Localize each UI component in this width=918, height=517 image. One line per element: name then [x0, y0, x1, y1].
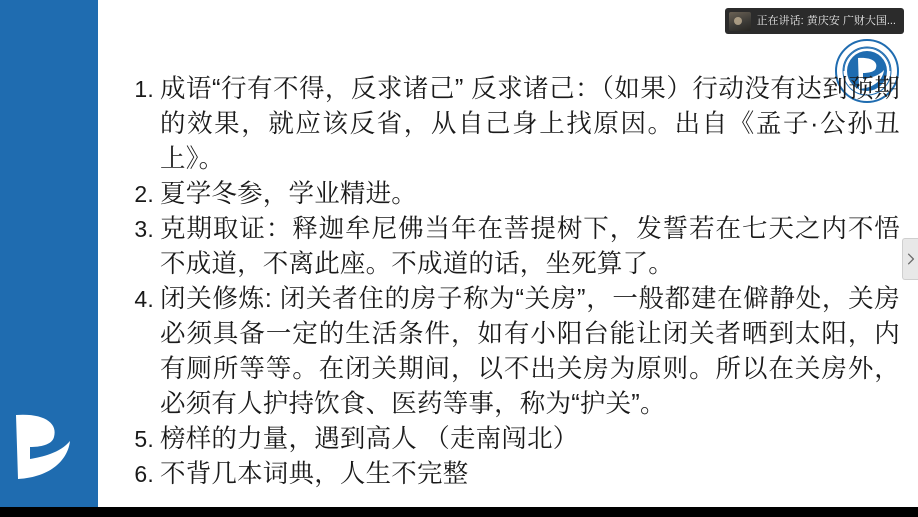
list-item	[120, 422, 900, 457]
speaker-label: 正在讲话: 黄庆安 广财大国...	[756, 14, 896, 27]
speaker-video-thumbnail	[729, 12, 751, 31]
list-item-text: 夏学冬参，学业精进。	[160, 180, 418, 208]
list-item	[120, 457, 900, 492]
list-item-text: 闭关修炼: 闭关者住的房子称为“关房”，一般都建在僻静处，关房必须具备一定的生活条件，如有小阳台能让闭关者晒到太阳，内有厕所等等。在闭关期间，以不出关房为原则。所以在关房外，必须有人护持饮食、医药等事，称为“护关”。	[160, 285, 900, 418]
list-item-text: 克期取证：释迦牟尼佛当年在菩提树下，发誓若在七天之内不悟不成道，不离此座。不成道的话，坐死算了。	[160, 215, 900, 278]
slide-logo-icon	[8, 407, 88, 487]
list-item-number: 4.	[134, 286, 154, 312]
list-item-text: 成语“行有不得，反求诸己” 反求诸己：（如果）行动没有达到预期的效果，就应该反省，从自己身上找原因。出自《孟子·公孙丑上》。	[160, 75, 900, 173]
list-item	[120, 212, 900, 282]
letterbox-bottom-bar	[0, 507, 918, 517]
slide-content	[98, 0, 918, 517]
list-item	[120, 282, 900, 422]
next-slide-arrow[interactable]	[902, 238, 918, 280]
list-item-number: 6.	[134, 461, 154, 487]
list-item-number: 2.	[134, 181, 154, 207]
list-item-number: 3.	[134, 216, 154, 242]
list-item-number: 5.	[134, 426, 154, 452]
list-item	[120, 72, 900, 177]
active-speaker-banner[interactable]	[725, 8, 904, 34]
list-item-number: 1.	[134, 76, 154, 102]
slide-left-accent-band	[0, 0, 98, 517]
slide-bullet-list	[120, 72, 900, 492]
list-item-text: 榜样的力量，遇到高人 （走南闯北）	[160, 425, 579, 453]
list-item	[120, 177, 900, 212]
list-item-text: 不背几本词典，人生不完整	[160, 460, 469, 488]
